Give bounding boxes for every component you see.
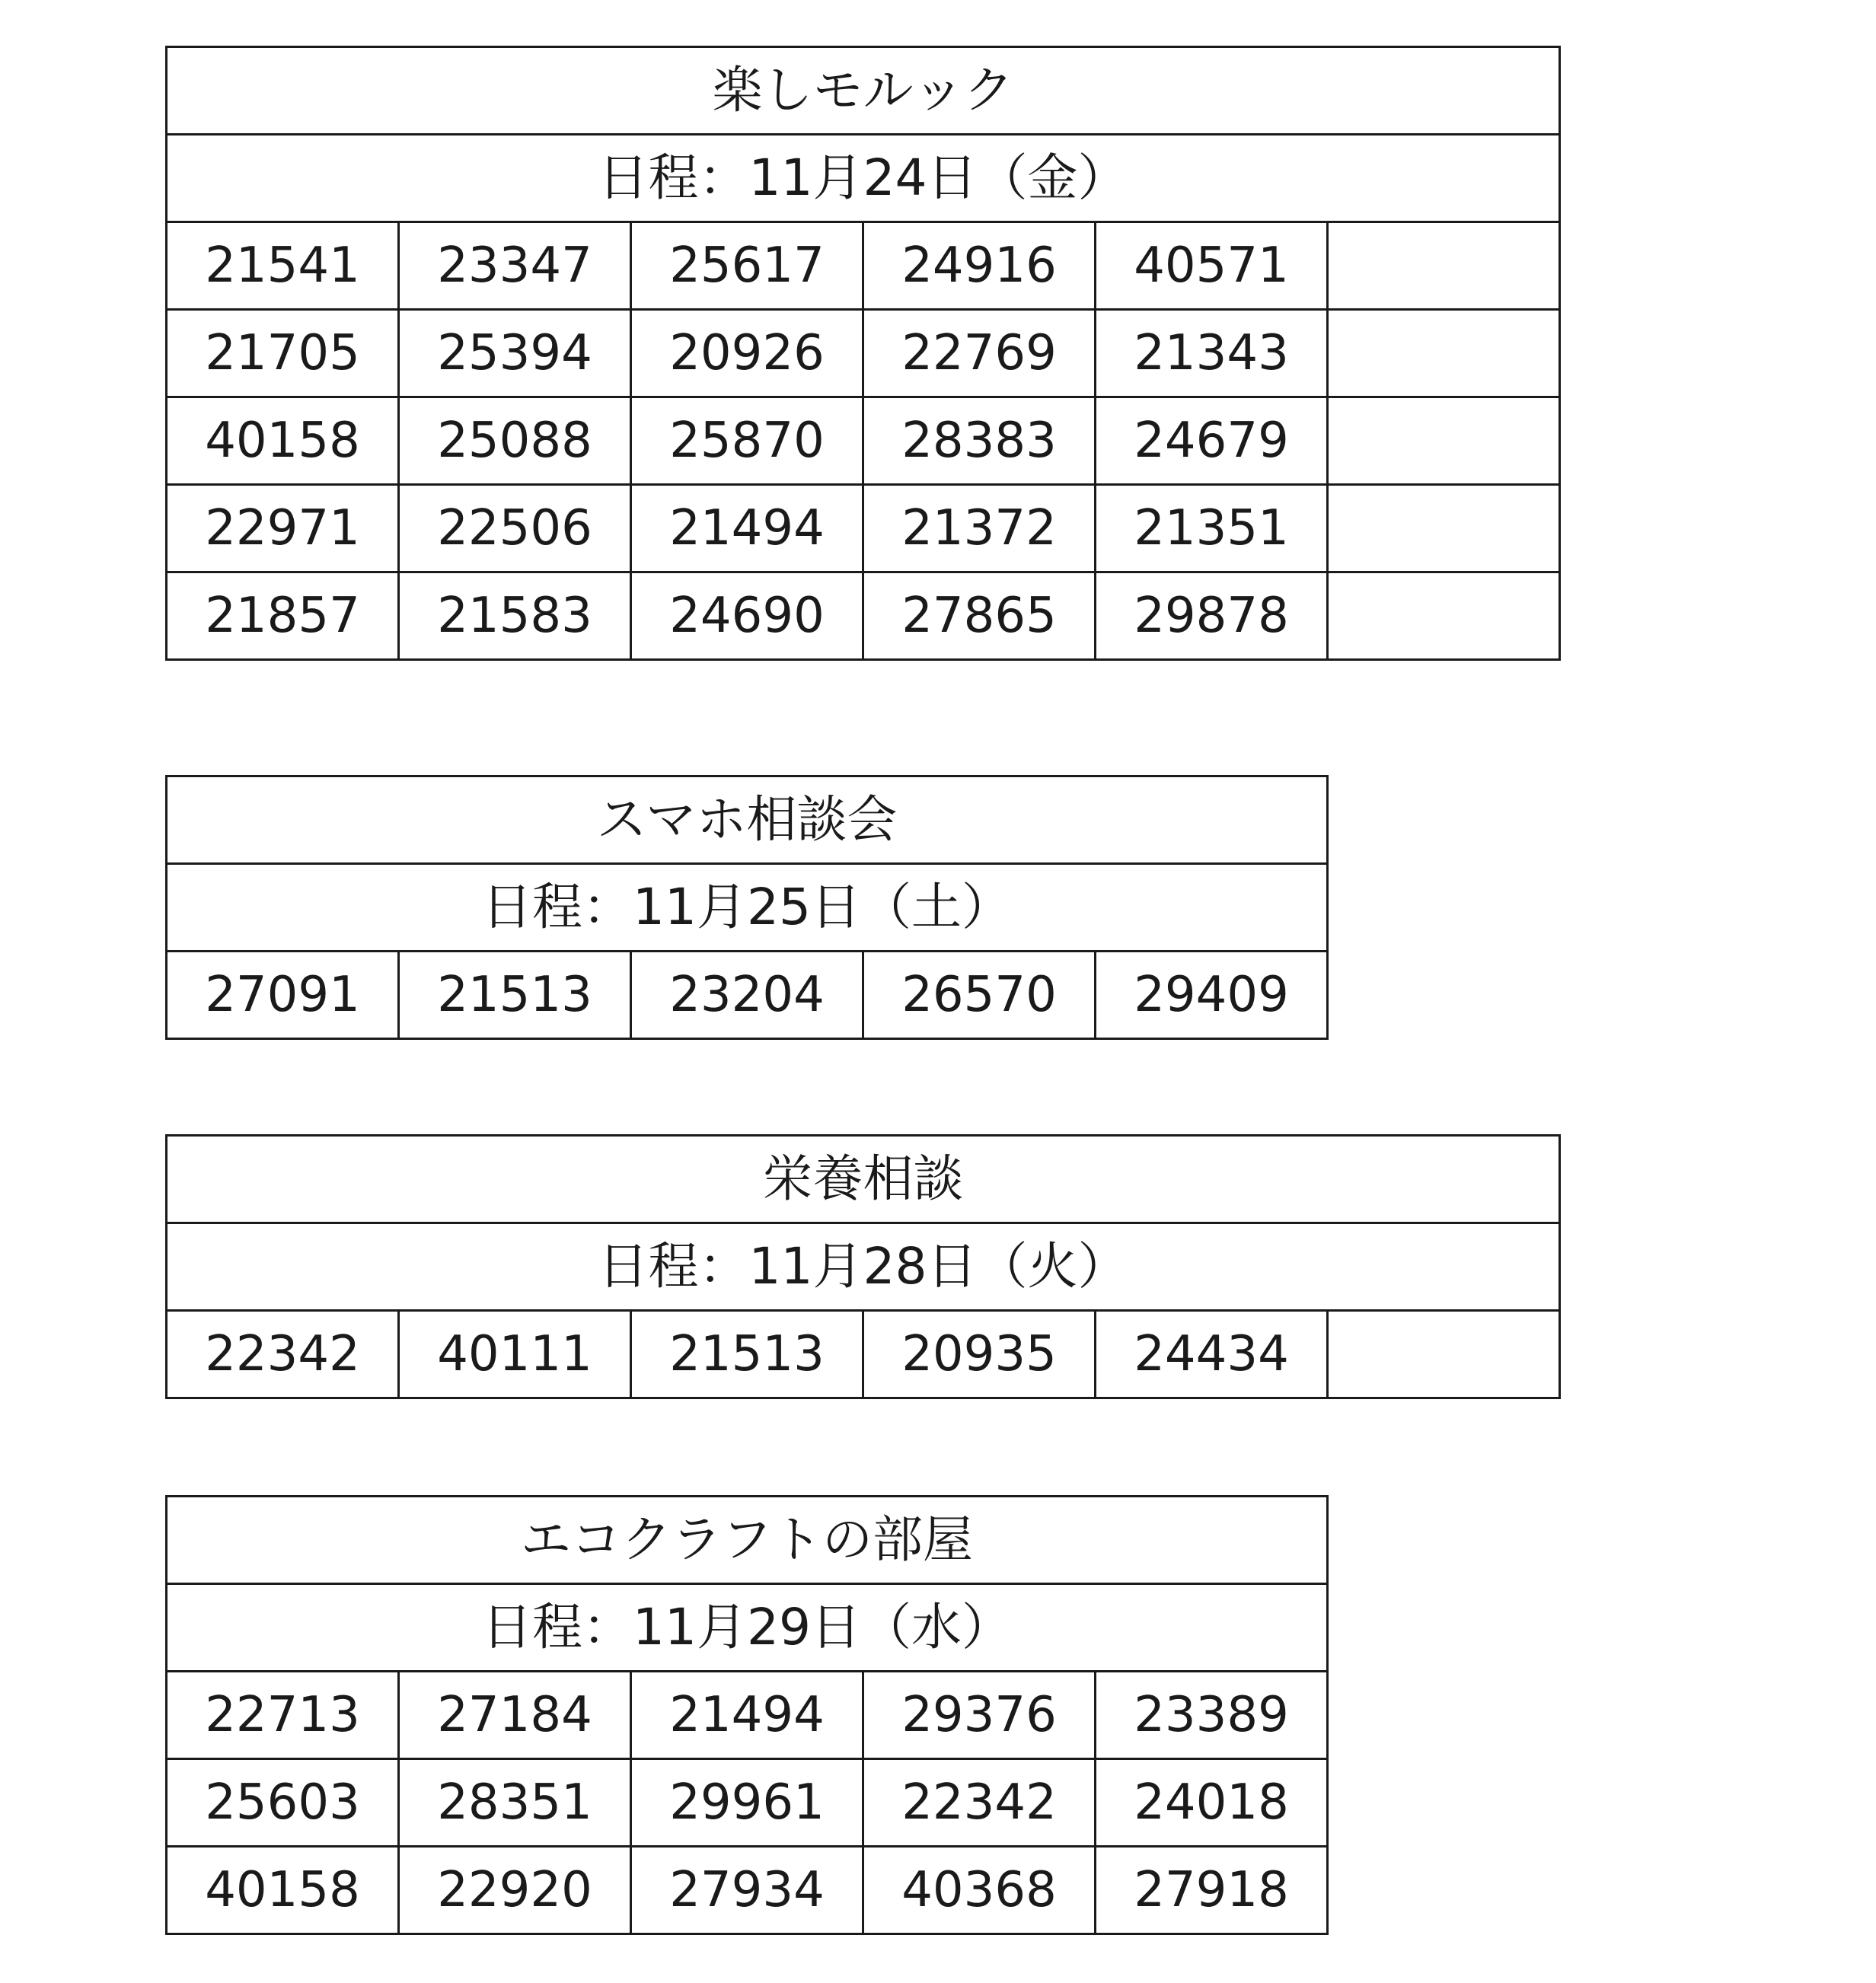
id-cell: 23347 <box>399 222 631 310</box>
event-title: スマホ相談会 <box>167 776 1328 864</box>
id-cell: 25088 <box>399 397 631 485</box>
id-cell: 25394 <box>399 310 631 397</box>
table-row <box>167 952 1328 1039</box>
table-row <box>167 572 1560 660</box>
id-cell: 40111 <box>399 1311 631 1398</box>
event-title: 栄養相談 <box>167 1136 1560 1223</box>
id-cell: 27934 <box>631 1847 863 1934</box>
event-schedule: 日程：11月25日（土） <box>167 864 1328 952</box>
event-schedule: 日程：11月29日（水） <box>167 1584 1328 1672</box>
id-cell: 20926 <box>631 310 863 397</box>
event-schedule: 日程：11月24日（金） <box>167 135 1560 222</box>
id-cell: 22769 <box>863 310 1096 397</box>
id-cell: 27918 <box>1096 1847 1328 1934</box>
id-cell: 21513 <box>399 952 631 1039</box>
id-cell: 21343 <box>1096 310 1328 397</box>
id-cell: 29409 <box>1096 952 1328 1039</box>
id-cell: 29878 <box>1096 572 1328 660</box>
table-row <box>167 1311 1560 1398</box>
id-cell: 25603 <box>167 1759 399 1847</box>
id-cell: 27865 <box>863 572 1096 660</box>
id-cell: 40158 <box>167 397 399 485</box>
id-cell: 23204 <box>631 952 863 1039</box>
id-cell: 21541 <box>167 222 399 310</box>
id-cell: 29376 <box>863 1672 1096 1759</box>
id-cell: 22342 <box>167 1311 399 1398</box>
id-cell: 21513 <box>631 1311 863 1398</box>
table-row <box>167 222 1560 310</box>
table-row <box>167 1672 1328 1759</box>
id-cell: 27184 <box>399 1672 631 1759</box>
id-cell: 25617 <box>631 222 863 310</box>
event-table-smartphone-consultation <box>165 775 1329 1040</box>
event-schedule: 日程：11月28日（火） <box>167 1223 1560 1311</box>
event-title: エコクラフトの部屋 <box>167 1497 1328 1584</box>
event-table-tanoshi-molkky <box>165 46 1561 661</box>
event-table-ecocraft-room <box>165 1495 1329 1935</box>
id-cell: 21351 <box>1096 485 1328 572</box>
table-row <box>167 485 1560 572</box>
id-cell: 21372 <box>863 485 1096 572</box>
id-cell: 28383 <box>863 397 1096 485</box>
id-cell: 24690 <box>631 572 863 660</box>
id-cell: 24018 <box>1096 1759 1328 1847</box>
event-title: 楽しモルック <box>167 47 1560 135</box>
id-cell: 21583 <box>399 572 631 660</box>
empty-cell <box>1328 485 1560 572</box>
id-cell: 22713 <box>167 1672 399 1759</box>
id-cell: 26570 <box>863 952 1096 1039</box>
id-cell: 22506 <box>399 485 631 572</box>
id-cell: 24679 <box>1096 397 1328 485</box>
id-cell: 21494 <box>631 485 863 572</box>
id-cell: 23389 <box>1096 1672 1328 1759</box>
event-table-nutrition-consultation <box>165 1134 1561 1399</box>
empty-cell <box>1328 1311 1560 1398</box>
table-row <box>167 397 1560 485</box>
id-cell: 24916 <box>863 222 1096 310</box>
id-cell: 22920 <box>399 1847 631 1934</box>
table-row <box>167 1759 1328 1847</box>
id-cell: 22971 <box>167 485 399 572</box>
id-cell: 40368 <box>863 1847 1096 1934</box>
id-cell: 40571 <box>1096 222 1328 310</box>
id-cell: 20935 <box>863 1311 1096 1398</box>
id-cell: 29961 <box>631 1759 863 1847</box>
empty-cell <box>1328 310 1560 397</box>
id-cell: 40158 <box>167 1847 399 1934</box>
id-cell: 28351 <box>399 1759 631 1847</box>
table-row <box>167 1847 1328 1934</box>
id-cell: 25870 <box>631 397 863 485</box>
id-cell: 21705 <box>167 310 399 397</box>
empty-cell <box>1328 397 1560 485</box>
empty-cell <box>1328 222 1560 310</box>
table-row <box>167 310 1560 397</box>
id-cell: 21494 <box>631 1672 863 1759</box>
id-cell: 27091 <box>167 952 399 1039</box>
id-cell: 24434 <box>1096 1311 1328 1398</box>
empty-cell <box>1328 572 1560 660</box>
id-cell: 22342 <box>863 1759 1096 1847</box>
id-cell: 21857 <box>167 572 399 660</box>
